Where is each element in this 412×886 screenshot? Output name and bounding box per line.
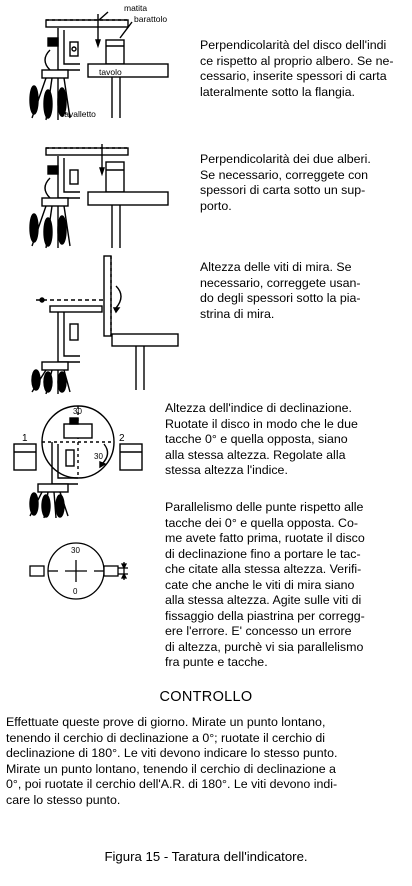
mark-30-top: 30 [73,407,82,416]
figure-5-drawing [28,540,138,602]
figure-caption: Figura 15 - Taratura dell'indicatore. [104,849,308,864]
mark-1: 1 [22,433,28,444]
figure-4-drawing [8,400,148,520]
label-tavolo: tavolo [99,67,122,77]
figure-4-text: Altezza dell'indice di declinazione. Ruotate il disco in modo che le due tacche 0° e quella opposta, siano alla stessa altezza. Regolate alla stessa altezza l'indice. [165,401,358,477]
mark-30-side: 30 [94,452,103,461]
figure-5-text: Parallelismo delle punte rispetto alle tacche dei 0° e quella opposta. Co- me avete fatto prima, ruotate il disco di declinazione fino a portare le tac- che citate alla stessa altezza. Verifi- cate che anche le viti di mira siano alla stessa altezza. Agite sulle viti di fissaggio della piastrina per corregg- ere l'errore. E' concesso un errore di altezza, purchè vi sia parallelismo fra punte e tacche. [165,500,365,669]
figure-1-text: Perpendicolarità del disco dell'indi ce rispetto al proprio albero. Se ne- cessario, inserite spessori di carta lateralmente sotto la flangia. [200,38,394,99]
figure-2-drawing [20,140,180,250]
figure-2-text: Perpendicolarità dei due alberi. Se necessario, correggete con spessori di carta sotto un sup- porto. [200,152,371,213]
label-cavalletto: cavalletto [60,109,96,119]
control-heading: CONTROLLO [159,689,253,705]
control-text: Effettuate queste prove di giorno. Mirate un punto lontano, tenendo il cerchio di declinazione a 0°; ruotate il cerchio di declinazione di 180°. Le viti devono indicare lo stesso punto. Mirate un punto lontano, tenendo il cerchio di declinazione a 0°, poi ruotate il cerchio dell'A.R. di 180°. Le viti devono indi- care lo stesso punto. [6,715,338,807]
mark-30-circle: 30 [71,546,80,555]
label-barattolo: barattolo [134,14,168,24]
figure-3-drawing [20,252,180,397]
label-matita: matita [124,3,148,13]
mark-0-circle: 0 [73,587,78,596]
mark-2: 2 [119,433,125,444]
figure-3-text: Altezza delle viti di mira. Se necessario, correggete usan- do degli spessori sotto la pia- strina di mira. [200,260,361,321]
